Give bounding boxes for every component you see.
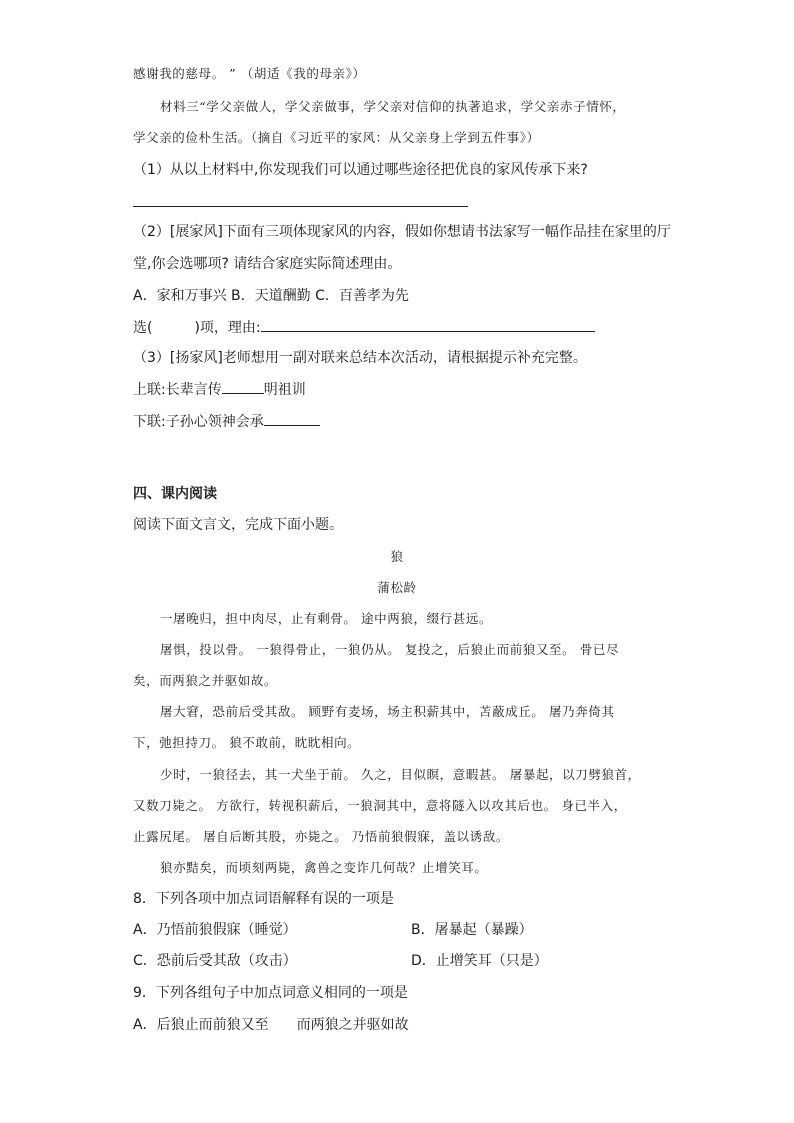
passage-paragraph-3-line2: 下，弛担持刀。 狼不敢前，眈眈相向。 [133, 735, 361, 750]
question-2-line1: （2）[展家风]下面有三项体现家风的内容，假如你想请书法家写一幅作品挂在家里的厅 [133, 224, 671, 240]
question-9-stem: 9．下列各组句子中加点词意义相同的一项是 [133, 985, 408, 1001]
couplet-lower [133, 411, 320, 432]
question-3: （3）[扬家风]老师想用一副对联来总结本次活动，请根据提示补充完整。 [133, 350, 587, 366]
couplet-upper-blank[interactable] [222, 379, 264, 394]
passage-paragraph-4-line1: 少时，一狼径去，其一犬坐于前。 久之，目似瞑，意暇甚。 屠暴起，以刀劈狼首， [160, 767, 641, 782]
question-8-option-d[interactable]: D．止增笑耳（只是） [411, 953, 548, 969]
couplet-upper-suffix: 明祖训 [263, 382, 306, 398]
passage-paragraph-1: 一屠晚归，担中肉尽，止有剩骨。 途中两狼，缀行甚远。 [160, 611, 493, 626]
passage-paragraph-2-line1: 屠惧，投以骨。 一狼得骨止，一狼仍从。 复投之，后狼止而前狼又至。 骨已尽 [160, 642, 620, 657]
question-2-line2: 堂,你会选哪项? 请结合家庭实际简述理由。 [133, 256, 402, 272]
question-8-stem: 8．下列各项中加点词语解释有误的一项是 [133, 891, 394, 907]
reading-instruction: 阅读下面文言文，完成下面小题。 [133, 517, 343, 533]
question-2-options: A．家和万事兴 B．天道酬勤 C．百善孝为先 [133, 288, 409, 304]
couplet-upper-prefix: 上联:长辈言传 [133, 382, 222, 398]
passage-paragraph-3-line1: 屠大窘，恐前后受其敌。 顾野有麦场，场主积薪其中，苫蔽成丘。 屠乃奔倚其 [160, 704, 615, 719]
reason-blank[interactable] [261, 317, 595, 332]
text-author: 蒲松龄 [377, 580, 417, 595]
passage-paragraph-4-line3: 止露尻尾。 屠自后断其股，亦毙之。 乃悟前狼假寐，盖以诱敌。 [133, 829, 509, 844]
couplet-upper [133, 379, 306, 400]
question-8-option-b[interactable]: B．屠暴起（暴躁） [411, 922, 533, 938]
question-8-option-a[interactable]: A．乃悟前狼假寐（睡觉） [133, 922, 297, 938]
passage-paragraph-5: 狼亦黠矣，而顷刻两毙，禽兽之变诈几何哉？止增笑耳。 [160, 860, 488, 875]
passage-paragraph-4-line2: 又数刀毙之。 方欲行，转视积薪后，一狼洞其中，意将隧入以攻其后也。 身已半入， [133, 798, 627, 813]
question-9-option-a[interactable] [133, 1015, 409, 1035]
selection-suffix: )项，理由: [194, 320, 261, 336]
question-9-option-a-part1: A．后狼止而前狼又至 [133, 1017, 269, 1033]
question-9-option-a-part2: 而两狼之并驱如故 [296, 1017, 409, 1033]
passage-paragraph-2-line2: 矣，而两狼之并驱如故。 [133, 673, 278, 688]
text-title: 狼 [390, 549, 404, 564]
selection-prefix: 选( [133, 320, 153, 336]
couplet-lower-blank[interactable] [264, 411, 320, 426]
question-8-option-c[interactable]: C．恐前后受其敌（攻击） [133, 953, 297, 969]
material3-line1: 材料三“学父亲做人，学父亲做事，学父亲对信仰的执著追求，学父亲赤子情怀， [160, 99, 626, 114]
section-heading: 四、课内阅读 [133, 486, 217, 502]
material2-ending: 感谢我的慈母。 ” （胡适《我的母亲》） [133, 66, 366, 81]
couplet-lower-prefix: 下联:子孙心领神会承 [133, 414, 264, 430]
question-2-selection [133, 317, 595, 338]
answer-line-q1[interactable] [133, 206, 468, 207]
question-1: （1）从以上材料中,你发现我们可以通过哪些途径把优良的家风传承下来? [133, 162, 588, 178]
material3-line2: 学父亲的俭朴生活。（摘自《习近平的家风：从父亲身上学到五件事》） [133, 130, 540, 145]
